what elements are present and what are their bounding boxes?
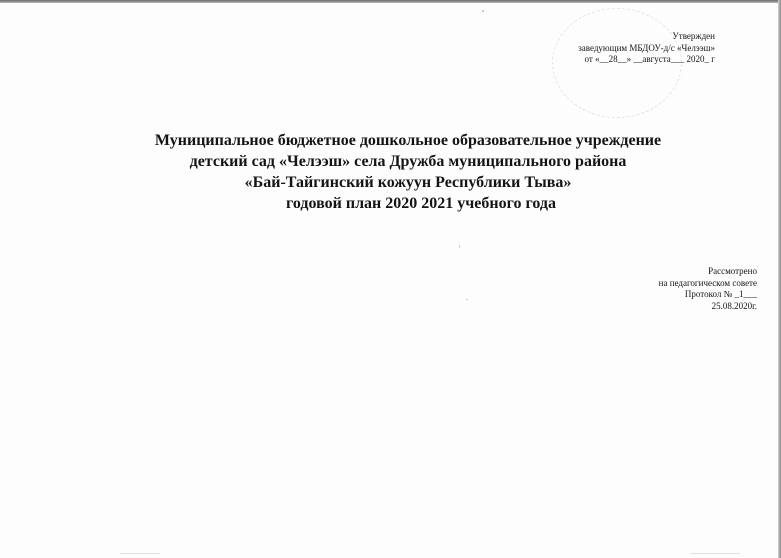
- review-block: [659, 266, 757, 312]
- document-title: [0, 130, 781, 214]
- scan-speck: [482, 10, 484, 12]
- title-line-plan: годовой план 2020 2021 учебного года: [286, 195, 556, 212]
- review-heading: Рассмотрено: [708, 266, 757, 276]
- review-council: на педагогическом совете: [658, 277, 757, 288]
- title-line-district: «Бай-Тайгинский кожуун Республики Тыва»: [244, 174, 572, 191]
- scan-speck: [466, 299, 468, 300]
- approval-heading: Утвержден: [672, 31, 715, 41]
- approval-authority: заведующим МБДОУ-д/с «Челээш»: [578, 42, 715, 53]
- scan-speck: [690, 553, 740, 554]
- scan-speck: [120, 553, 160, 554]
- review-protocol: Протокол № _1___: [684, 289, 757, 299]
- scan-top-edge: [0, 0, 781, 3]
- approval-date: от «__28__» __августа___ 2020_ г: [584, 54, 715, 64]
- review-date: 25.08.2020г.: [711, 300, 757, 311]
- approval-block: [578, 31, 715, 66]
- title-line-institution: Муниципальное бюджетное дошкольное образовательное учреждение: [154, 132, 662, 149]
- scan-speck: [459, 245, 460, 248]
- title-line-kindergarten: детский сад «Челээш» села Дружба муниципального района: [189, 153, 627, 170]
